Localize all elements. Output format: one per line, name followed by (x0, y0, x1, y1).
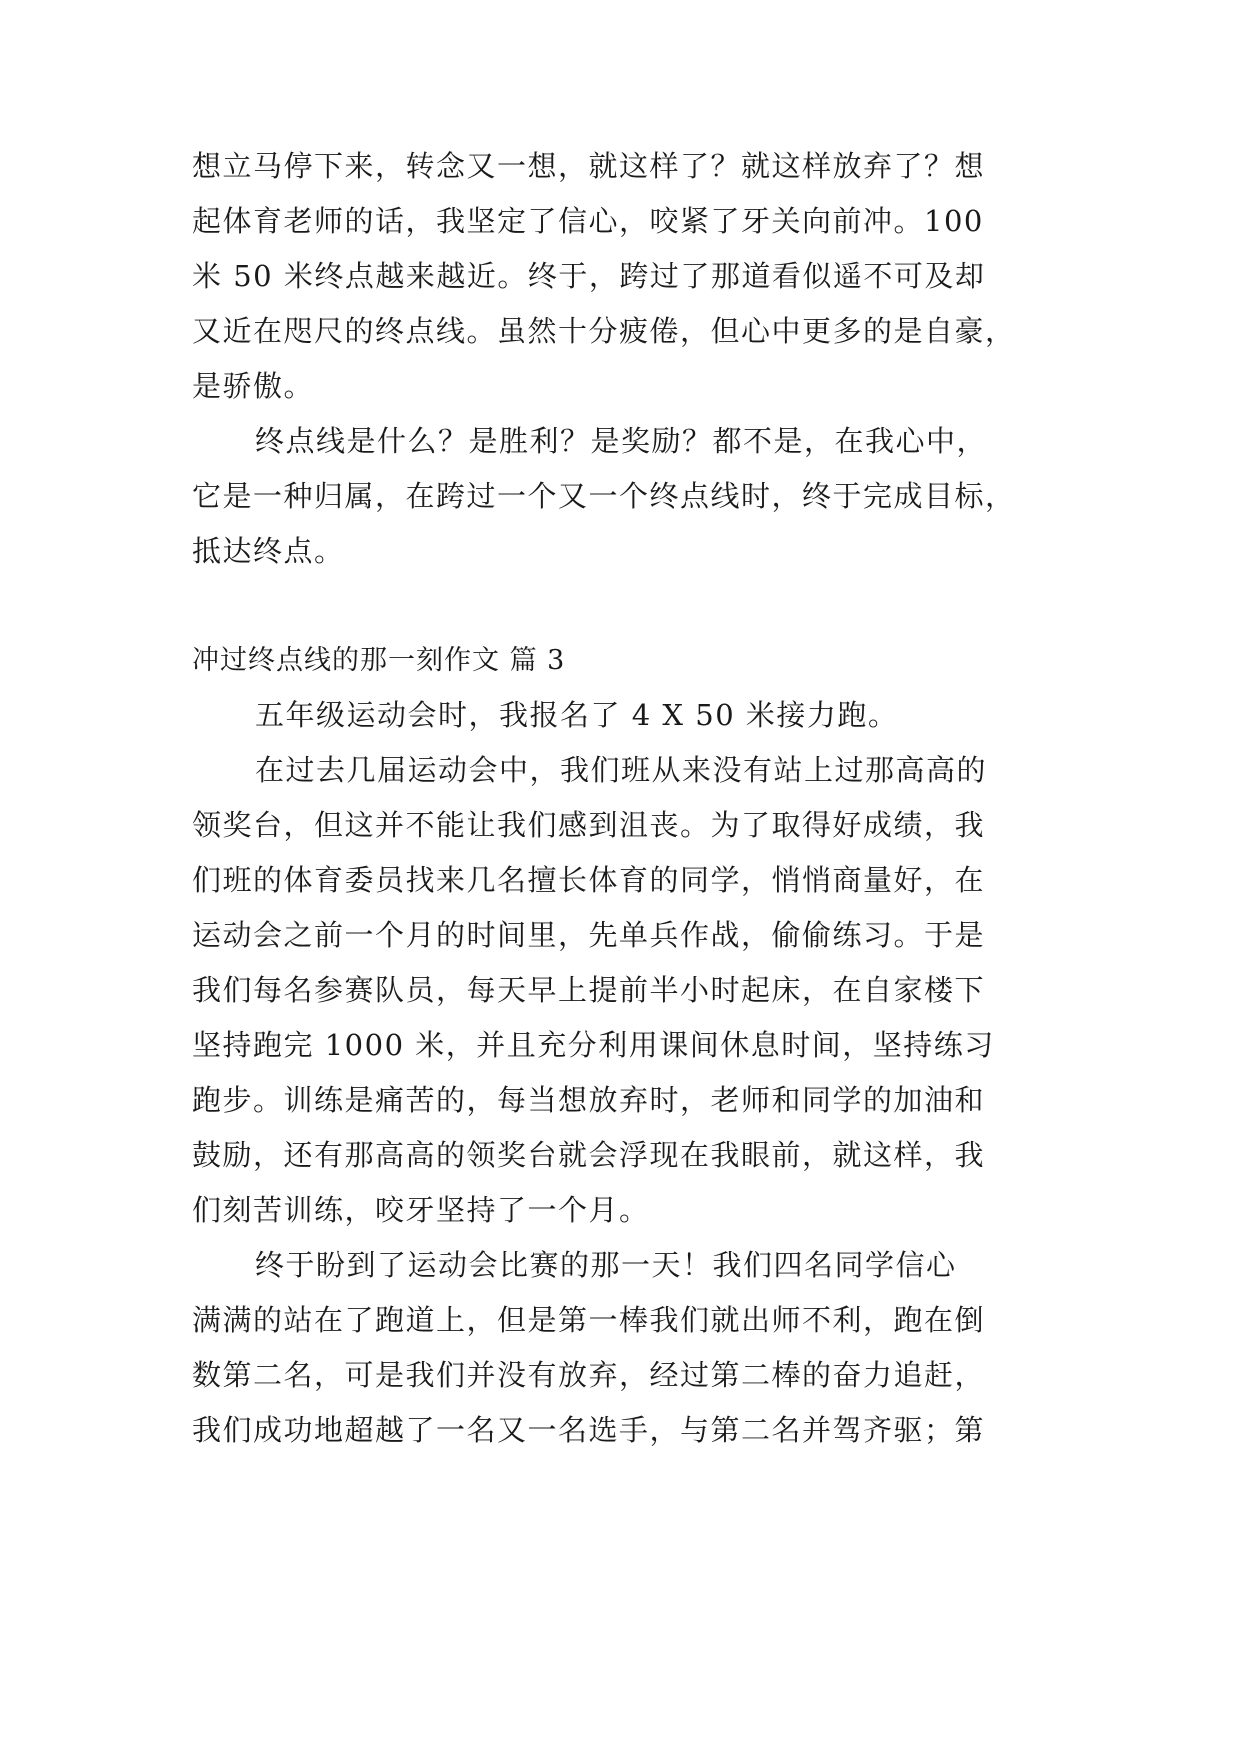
text-line: 它是一种归属，在跨过一个又一个终点线时，终于完成目标， (192, 479, 1016, 513)
text-line: 运动会之前一个月的时间里，先单兵作战，偷偷练习。于是 (192, 918, 986, 952)
text-line: 又近在咫尺的终点线。虽然十分疲倦，但心中更多的是自豪， (192, 314, 1016, 348)
text-line: 终于盼到了运动会比赛的那一天！我们四名同学信心 (255, 1248, 957, 1282)
text-line: 我们每名参赛队员，每天早上提前半小时起床，在自家楼下 (192, 973, 986, 1007)
text-line: 米 50 米终点越来越近。终于，跨过了那道看似遥不可及却 (192, 259, 986, 293)
text-line: 抵达终点。 (192, 534, 345, 568)
text-line: 起体育老师的话，我坚定了信心，咬紧了牙关向前冲。100 (192, 204, 984, 238)
text-line: 五年级运动会时，我报名了 4 X 50 米接力跑。 (255, 698, 899, 732)
text-line: 是骄傲。 (192, 369, 315, 403)
text-line: 坚持跑完 1000 米，并且充分利用课间休息时间，坚持练习 (192, 1028, 995, 1062)
text-line: 们班的体育委员找来几名擅长体育的同学，悄悄商量好，在 (192, 863, 986, 897)
text-line: 在过去几届运动会中，我们班从来没有站上过那高高的 (255, 753, 988, 787)
text-line: 数第二名，可是我们并没有放弃，经过第二棒的奋力追赶， (192, 1358, 986, 1392)
text-line: 们刻苦训练，咬牙坚持了一个月。 (192, 1193, 650, 1227)
text-line: 想立马停下来，转念又一想，就这样了？就这样放弃了？想 (192, 149, 986, 183)
text-line: 我们成功地超越了一名又一名选手，与第二名并驾齐驱；第 (192, 1413, 986, 1447)
text-line: 满满的站在了跑道上，但是第一棒我们就出师不利，跑在倒 (192, 1303, 986, 1337)
text-line: 领奖台，但这并不能让我们感到沮丧。为了取得好成绩，我 (192, 808, 986, 842)
text-line: 终点线是什么？是胜利？是奖励？都不是，在我心中， (255, 424, 988, 458)
section-heading: 冲过终点线的那一刻作文 篇 3 (192, 645, 566, 676)
text-line: 跑步。训练是痛苦的，每当想放弃时，老师和同学的加油和 (192, 1083, 986, 1117)
text-line: 鼓励，还有那高高的领奖台就会浮现在我眼前，就这样，我 (192, 1138, 986, 1172)
